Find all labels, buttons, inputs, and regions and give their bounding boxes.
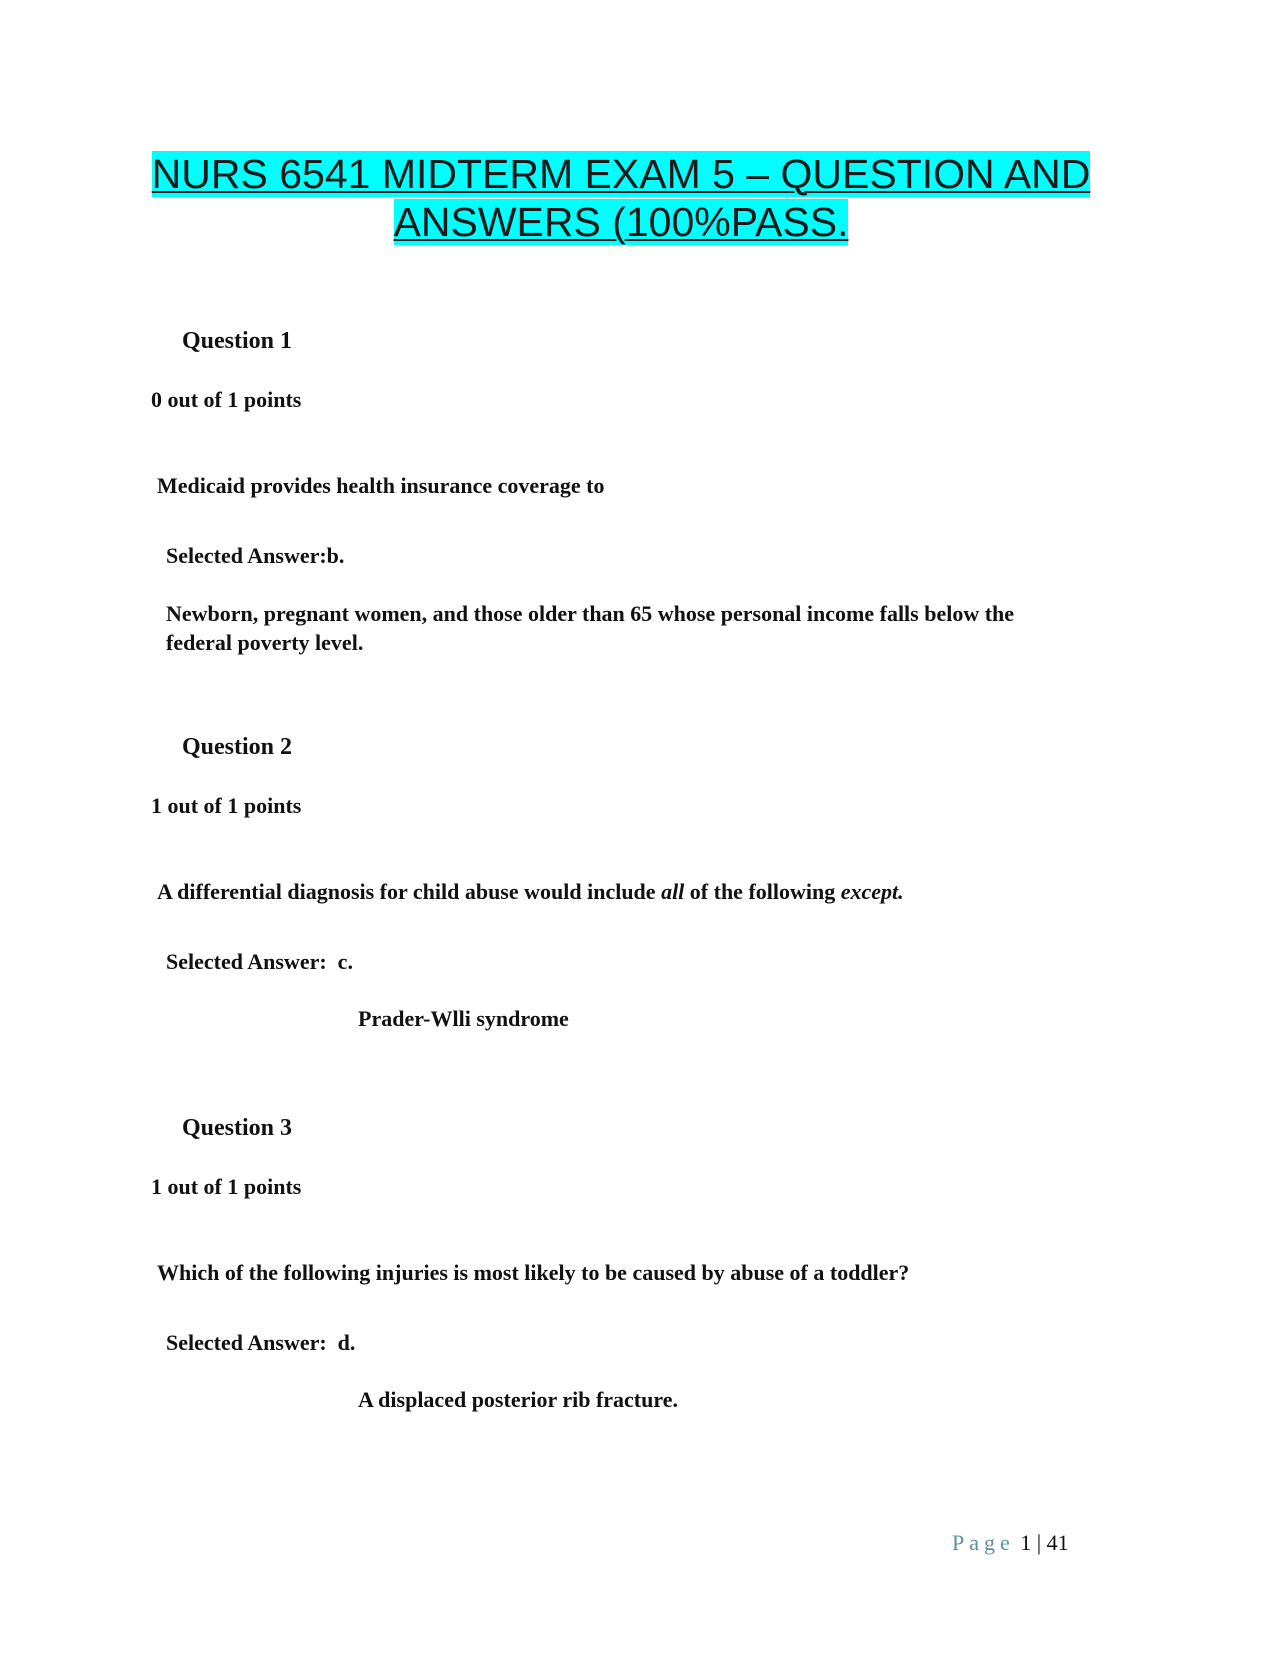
question-3-heading: Question 3 bbox=[182, 1115, 293, 1141]
document-title bbox=[140, 150, 1102, 246]
question-3-points: 1 out of 1 points bbox=[151, 1174, 302, 1199]
question-1-selected-label: Selected Answer:b. bbox=[166, 543, 345, 568]
question-1-answer: Newborn, pregnant women, and those older than 65 whose personal income falls below the federal poverty level. bbox=[166, 601, 1015, 655]
question-2-answer: Prader-Wlli syndrome bbox=[358, 1006, 569, 1031]
question-3-text: Which of the following injuries is most likely to be caused by abuse of a toddler? bbox=[157, 1260, 910, 1285]
title-line-1: NURS 6541 MIDTERM EXAM 5 – QUESTION AND bbox=[151, 151, 1091, 197]
question-1-points: 0 out of 1 points bbox=[151, 387, 302, 412]
question-1-text: Medicaid provides health insurance coverage to bbox=[157, 473, 605, 498]
question-2-text bbox=[157, 879, 904, 905]
title-line-2: ANSWERS (100%PASS. bbox=[393, 199, 849, 245]
page-label: Page bbox=[952, 1530, 1015, 1555]
question-2-selected-label: Selected Answer: c. bbox=[166, 949, 353, 974]
question-2-text-part-1: A differential diagnosis for child abuse would include bbox=[157, 879, 662, 904]
question-2-text-emphasis-1: all bbox=[661, 879, 685, 904]
question-2-points: 1 out of 1 points bbox=[151, 793, 302, 818]
page-footer bbox=[952, 1530, 1069, 1556]
question-2-heading: Question 2 bbox=[182, 734, 293, 760]
question-3-answer: A displaced posterior rib fracture. bbox=[358, 1387, 678, 1412]
question-3-selected-label: Selected Answer: d. bbox=[166, 1330, 356, 1355]
question-2-text-emphasis-2: except. bbox=[840, 879, 904, 904]
question-1-heading: Question 1 bbox=[182, 328, 293, 354]
question-2-text-part-2: of the following bbox=[684, 879, 841, 904]
page-number: 1 | 41 bbox=[1020, 1530, 1069, 1555]
